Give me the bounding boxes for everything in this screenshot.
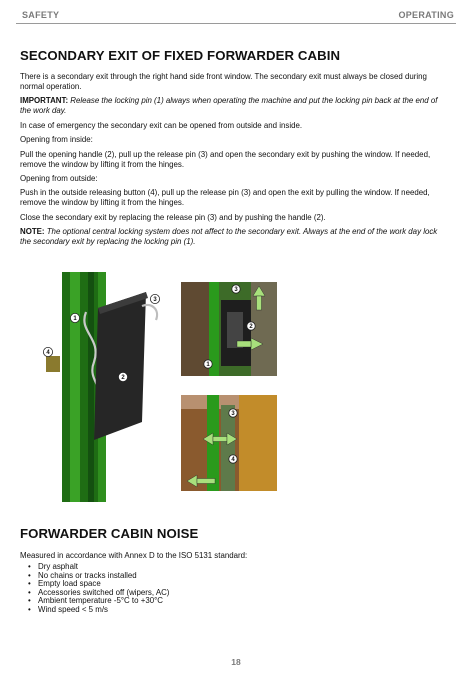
- section-body-secondary-exit: [20, 72, 440, 252]
- page-number: 18: [231, 657, 241, 667]
- noise-intro: Measured in accordance with Annex D to the ISO 5131 standard:: [20, 551, 248, 560]
- inside-heading: Opening from inside:: [20, 135, 93, 145]
- list-item: • Accessories switched off (wipers, AC): [28, 589, 169, 598]
- photo1-callout-2-label: 2: [249, 324, 253, 331]
- outside-heading: Opening from outside:: [20, 173, 98, 183]
- important-text: Release the locking pin (1) always when operating the machine and put the locking pin back at the end of the work day.: [20, 96, 438, 116]
- close-paragraph: Close the secondary exit by replacing the release pin (3) and by pushing the handle (2).: [20, 212, 326, 222]
- header-divider: [16, 23, 456, 24]
- photo-opening-from-inside: [181, 282, 277, 376]
- important-label: IMPORTANT:: [20, 96, 69, 106]
- section-title-cabin-noise: FORWARDER CABIN NOISE: [20, 526, 199, 541]
- photo2-callout-3-label: 3: [231, 411, 235, 418]
- photo1-callout-1-label: 1: [206, 362, 210, 369]
- list-item: • No chains or tracks installed: [28, 572, 169, 581]
- callout-2-label: 2: [121, 375, 125, 382]
- list-item: • Dry asphalt: [28, 563, 169, 572]
- inside-paragraph: Pull the opening handle (2), pull up the release pin (3) and open the secondary exit by pushing the window. If needed, remove the window by lifting it from the hinges.: [20, 149, 431, 169]
- figure-locking-pin-and-handle: [38, 272, 170, 502]
- note-text: The optional central locking system does not affect to the secondary exit. Always at the end of the work day lock the secondary exit by replacing the locking pin (1).: [20, 227, 438, 247]
- outside-paragraph: Push in the outside releasing button (4), pull up the release pin (3) and open the exit by pulling the window. If needed, remove the window by lifting it from the hinges.: [20, 188, 430, 208]
- emergency-paragraph: In case of emergency the secondary exit can be opened from outside and inside.: [20, 120, 303, 130]
- list-item: • Wind speed < 5 m/s: [28, 606, 169, 615]
- note-label: NOTE:: [20, 227, 45, 237]
- header-section-label: SAFETY: [22, 10, 60, 20]
- photo2-callout-4-label: 4: [231, 457, 235, 464]
- photo-opening-from-outside: [181, 395, 277, 491]
- callout-1-label: 1: [73, 316, 77, 323]
- noise-conditions-list: [28, 563, 169, 615]
- note-paragraph: [20, 227, 440, 247]
- list-item: • Empty load space: [28, 580, 169, 589]
- callout-3-label: 3: [153, 297, 157, 304]
- photo1-callout-3-label: 3: [234, 287, 238, 294]
- list-item: • Ambient temperature -5°C to +30°C: [28, 597, 169, 606]
- callout-4-label: 4: [46, 350, 50, 357]
- important-paragraph: [20, 96, 440, 116]
- intro-paragraph: There is a secondary exit through the right hand side front window. The secondary exit must always be closed during normal operation.: [20, 72, 427, 91]
- section-title-secondary-exit: SECONDARY EXIT OF FIXED FORWARDER CABIN: [20, 48, 341, 63]
- header-chapter-label: OPERATING: [398, 10, 454, 20]
